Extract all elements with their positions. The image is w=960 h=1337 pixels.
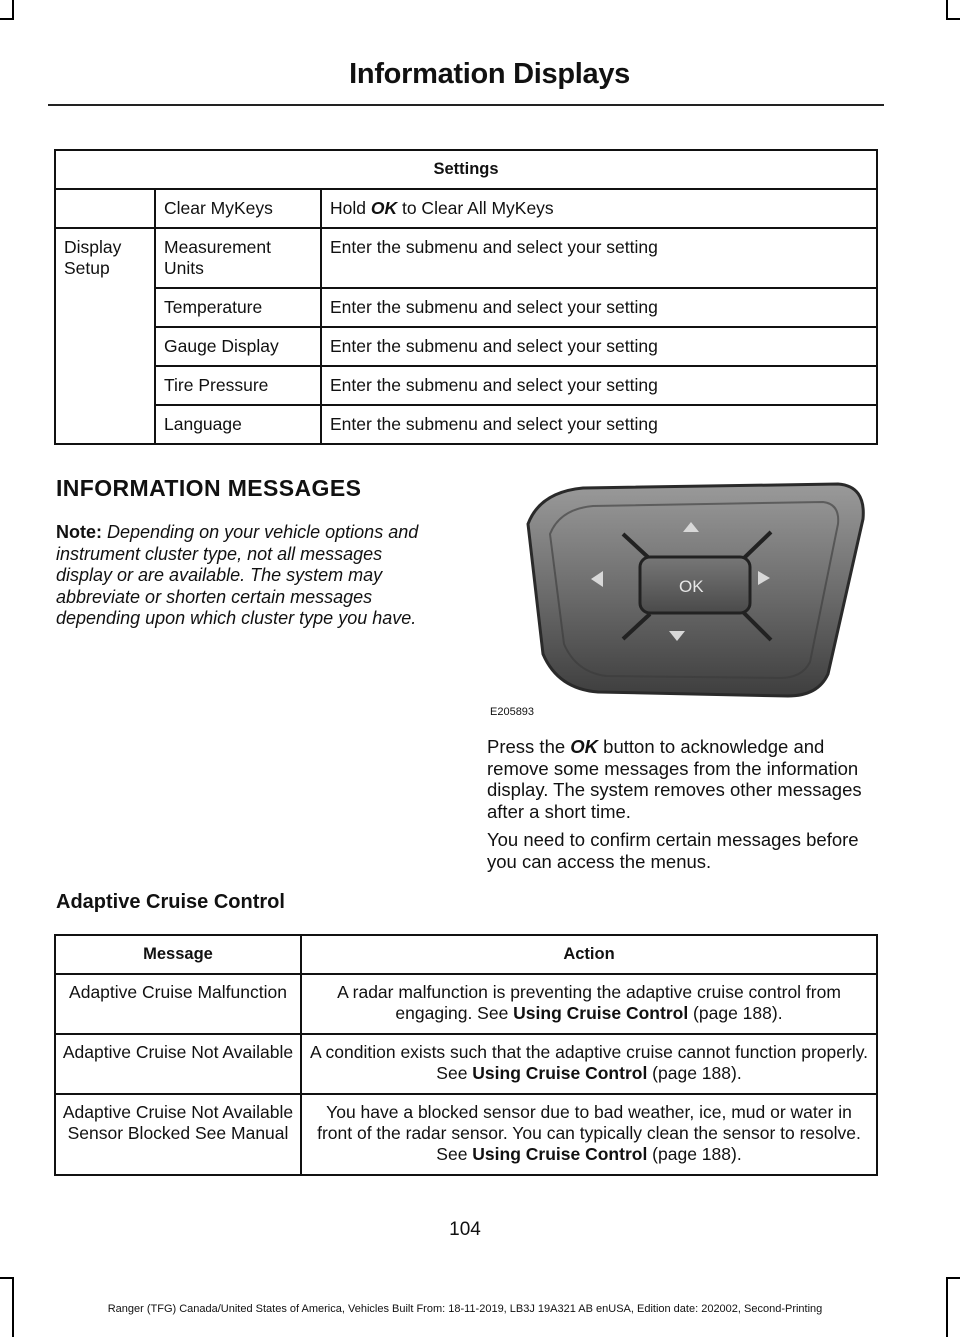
settings-item-cell: Temperature xyxy=(155,288,321,327)
para-text: Press the xyxy=(487,736,571,757)
footer-text: Ranger (TFG) Canada/United States of America, Vehicles Built From: 18-11-2019, LB3J 19A321 AB enUSA, Edition date: 202002, Second-Printing xyxy=(107,1303,823,1315)
action-text: A condition exists such that the adaptive cruise cannot function properly. See xyxy=(309,1042,869,1083)
ok-emphasis: OK xyxy=(370,198,398,218)
message-cell: Adaptive Cruise Not Available Sensor Blocked See Manual xyxy=(55,1094,301,1175)
settings-table-title: Settings xyxy=(55,150,877,189)
desc-text: to Clear All MyKeys xyxy=(397,198,554,218)
settings-desc-cell: Enter the submenu and select your setting xyxy=(321,228,877,288)
action-cell xyxy=(301,1094,877,1175)
settings-group-cell: Display Setup xyxy=(55,228,155,444)
action-cell xyxy=(301,974,877,1034)
crop-mark xyxy=(0,1277,14,1279)
settings-item-cell: Gauge Display xyxy=(155,327,321,366)
table-row xyxy=(55,327,877,366)
table-row xyxy=(55,1034,877,1094)
settings-table xyxy=(54,149,878,445)
acc-messages-table xyxy=(54,934,878,1176)
settings-group-cell xyxy=(55,189,155,228)
column-header-action: Action xyxy=(301,935,877,974)
desc-text: Hold xyxy=(330,198,371,218)
button-pad-icon xyxy=(488,464,878,722)
note-label: Note: xyxy=(56,522,102,542)
settings-item-cell: Tire Pressure xyxy=(155,366,321,405)
action-text: A radar malfunction is preventing the adaptive cruise control from engaging. See xyxy=(337,982,841,1023)
header-divider xyxy=(48,104,884,106)
crop-mark xyxy=(946,0,948,20)
page-reference: (page 188). xyxy=(647,1144,742,1164)
settings-desc-cell xyxy=(321,189,877,228)
table-row xyxy=(55,288,877,327)
ok-label: OK xyxy=(679,577,704,596)
table-row xyxy=(55,405,877,444)
settings-item-cell: Measurement Units xyxy=(155,228,321,288)
crop-mark xyxy=(12,0,14,20)
settings-desc-cell: Enter the submenu and select your setting xyxy=(321,327,877,366)
crop-mark xyxy=(946,1277,948,1337)
settings-item-cell: Clear MyKeys xyxy=(155,189,321,228)
section-heading: INFORMATION MESSAGES xyxy=(56,475,362,501)
steering-control-illustration xyxy=(488,464,878,722)
table-header-row xyxy=(55,935,877,974)
image-code: E205893 xyxy=(490,706,535,718)
note-text: Depending on your vehicle options and instrument cluster type, not all messages display or are available. The system may abbreviate or shorten certain messages depending upon which cluster type you have. xyxy=(56,522,419,628)
message-cell: Adaptive Cruise Malfunction xyxy=(55,974,301,1034)
cross-reference-link[interactable]: Using Cruise Control xyxy=(472,1063,648,1083)
crop-mark xyxy=(946,18,960,20)
table-row xyxy=(55,228,877,288)
body-paragraph: You need to confirm certain messages before you can access the menus. xyxy=(487,829,859,872)
body-paragraph xyxy=(487,736,879,822)
action-text: You have a blocked sensor due to bad weather, ice, mud or water in front of the radar sensor. You can typically clean the sensor to resolve. See xyxy=(317,1102,861,1164)
table-header-row xyxy=(55,150,877,189)
settings-desc-cell: Enter the submenu and select your setting xyxy=(321,288,877,327)
settings-desc-cell: Enter the submenu and select your setting xyxy=(321,405,877,444)
crop-mark xyxy=(0,18,14,20)
page-reference: (page 188). xyxy=(688,1003,783,1023)
settings-desc-cell: Enter the submenu and select your setting xyxy=(321,366,877,405)
para-text: button to acknowledge and remove some messages from the information display. The system removes other messages after a short time. xyxy=(487,736,862,822)
table-row xyxy=(55,1094,877,1175)
cross-reference-link[interactable]: Using Cruise Control xyxy=(472,1144,648,1164)
page-title: Information Displays xyxy=(349,58,630,90)
message-cell: Adaptive Cruise Not Available xyxy=(55,1034,301,1094)
table-row xyxy=(55,189,877,228)
ok-emphasis: OK xyxy=(570,736,599,757)
cross-reference-link[interactable]: Using Cruise Control xyxy=(513,1003,689,1023)
table-row xyxy=(55,974,877,1034)
page-number: 104 xyxy=(449,1219,481,1240)
column-header-message: Message xyxy=(55,935,301,974)
crop-mark xyxy=(946,1277,960,1279)
note-paragraph xyxy=(56,522,440,630)
page-reference: (page 188). xyxy=(647,1063,742,1083)
table-row xyxy=(55,366,877,405)
action-cell xyxy=(301,1034,877,1094)
settings-item-cell: Language xyxy=(155,405,321,444)
subsection-heading: Adaptive Cruise Control xyxy=(56,891,285,913)
